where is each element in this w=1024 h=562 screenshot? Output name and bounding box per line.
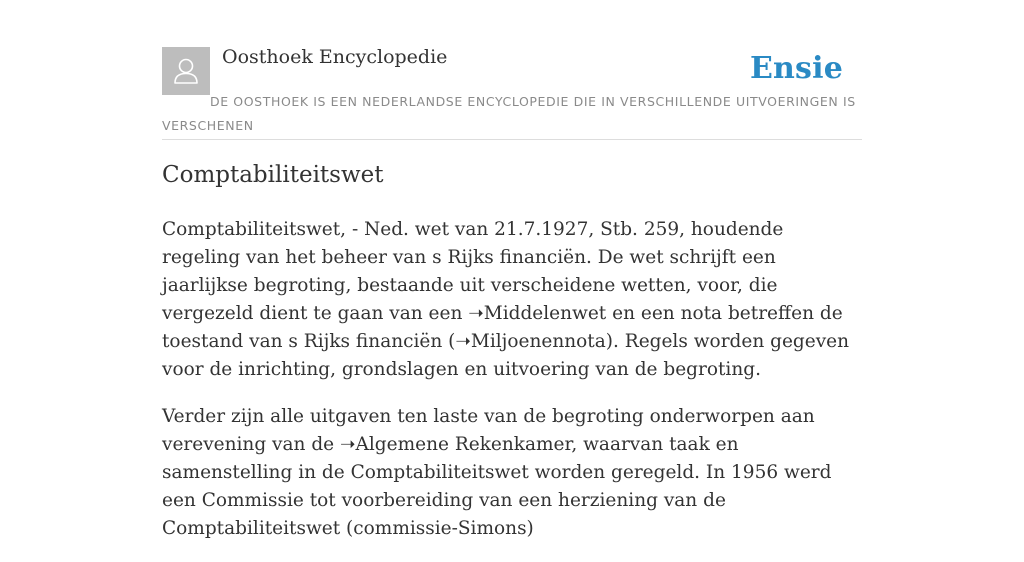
user-icon [162, 47, 210, 95]
article-body [162, 216, 862, 562]
site-header [162, 0, 862, 140]
page [162, 0, 862, 539]
p1-text-2: en een nota betreffen de toestand van s Rijks financiën ( [162, 303, 843, 352]
site-title[interactable]: Oosthoek Encyclopedie [222, 46, 448, 68]
article-title: Comptabiliteitswet [162, 162, 384, 188]
article-paragraph-1 [162, 216, 862, 384]
site-tagline: DE OOSTHOEK IS EEN NEDERLANDSE ENCYCLOPEDIE DIE IN VERSCHILLENDE UITVOERINGEN IS VERSCHENEN [162, 94, 856, 133]
link-algemene-rekenkamer[interactable]: ➝Algemene Rekenkamer [340, 434, 572, 455]
p1-text-1: Comptabiliteitswet, - Ned. wet van 21.7.1927, Stb. 259, houdende regeling van het beheer van s Rijks financiën. De wet schrijft een jaarlijkse begroting, bestaande uit verscheidene wetten, voor, die vergezeld dient te gaan van een [162, 219, 784, 324]
link-middelenwet[interactable]: ➝Middelenwet [468, 303, 607, 324]
article-paragraph-2 [162, 403, 862, 543]
user-avatar-icon[interactable] [162, 47, 210, 95]
p1-text-3: ). Regels worden gegeven voor de inrichting, grondslagen en uitvoering van de begroting. [162, 331, 850, 380]
p2-text-1: Verder zijn alle uitgaven ten laste van de begroting onderworpen aan verevening van de [162, 406, 815, 455]
link-miljoenennota[interactable]: ➝Miljoenennota [455, 331, 606, 352]
brand-logo[interactable]: Ensie [749, 51, 843, 86]
p2-text-2: , waarvan taak en samenstelling in de Comptabiliteitswet worden geregeld. In 1956 werd een Commissie tot voorbereiding van een herziening van de Comptabiliteitswet (commissie-Simons) [162, 434, 832, 539]
